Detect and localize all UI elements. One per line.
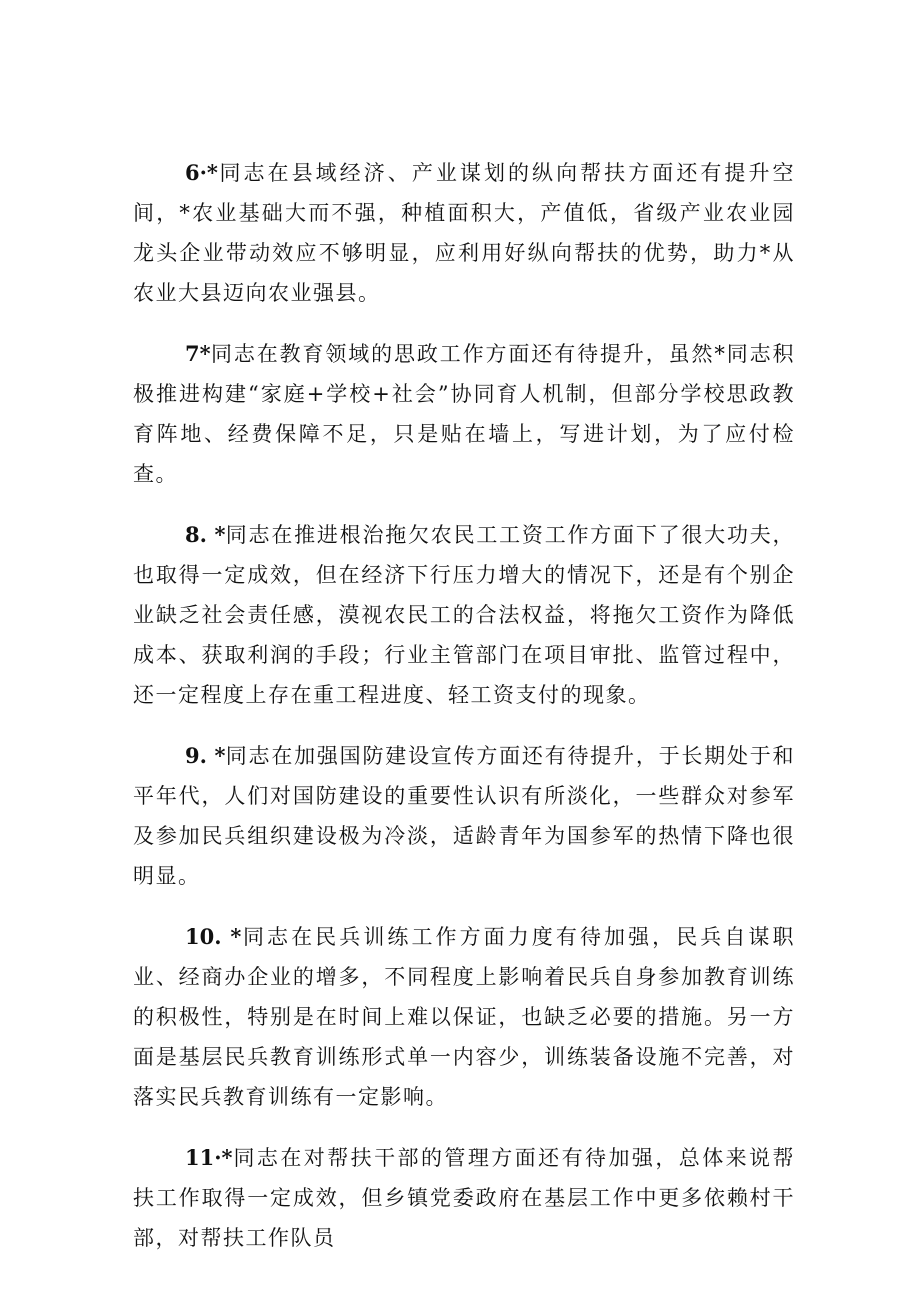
paragraph-text: 同志在加强国防建设宣传方面还有待提升，于长期处于和平年代，人们对国防建设的重要性认识有所淡化，一些群众对参军及参加民兵组织建设极为冷淡，适龄青年为国参军的热情下降也很明显。 <box>133 744 795 888</box>
paragraph-number: 6·* <box>185 160 218 185</box>
paragraph-10 <box>133 917 795 1117</box>
paragraph-number: 10. * <box>185 924 242 949</box>
paragraph-number: 8. * <box>185 522 226 547</box>
paragraph-9 <box>133 736 795 896</box>
paragraph-text: 同志在民兵训练工作方面力度有待加强，民兵自谋职业、经商办企业的增多，不同程度上影响着民兵自身参加教育训练的积极性，特别是在时间上难以保证，也缺乏必要的措施。另一方面是基层民兵教育训练形式单一内容少，训练装备设施不完善，对落实民兵教育训练有一定影响。 <box>133 925 796 1109</box>
paragraph-text: 同志在教育领域的思政工作方面还有待提升，虽然*同志积极推进构建“家庭+学校+社会”协同育人机制，但部分学校思政教育阵地、经费保障不足，只是贴在墙上，写进计划，为了应付检查。 <box>133 342 795 486</box>
paragraph-number: 11·* <box>185 1145 233 1170</box>
paragraph-text: 同志在推进根治拖欠农民工工资工作方面下了很大功夫，也取得一定成效，但在经济下行压力增大的情况下，还是有个别企业缺乏社会责任感，漠视农民工的合法权益，将拖欠工资作为降低成本、获取利润的手段；行业主管部门在项目审批、监管过程中，还一定程度上存在重工程进度、轻工资支付的现象。 <box>133 523 795 707</box>
paragraph-text: 同志在县域经济、产业谋划的纵向帮扶方面还有提升空间，*农业基础大而不强，种植面积大，产值低，省级产业农业园龙头企业带动效应不够明显，应利用好纵向帮扶的优势，助力*从农业大县迈向农业强县。 <box>133 161 795 305</box>
paragraph-8 <box>133 515 795 715</box>
paragraph-6 <box>133 153 795 313</box>
paragraph-7 <box>133 334 795 494</box>
paragraph-text: 同志在对帮扶干部的管理方面还有待加强，总体来说帮扶工作取得一定成效，但乡镇党委政府在基层工作中更多依赖村干部，对帮扶工作队员 <box>133 1146 795 1250</box>
paragraph-number: 7* <box>185 341 211 366</box>
paragraph-11 <box>133 1138 795 1258</box>
document-body <box>133 153 795 1258</box>
paragraph-number: 9. * <box>185 743 226 768</box>
